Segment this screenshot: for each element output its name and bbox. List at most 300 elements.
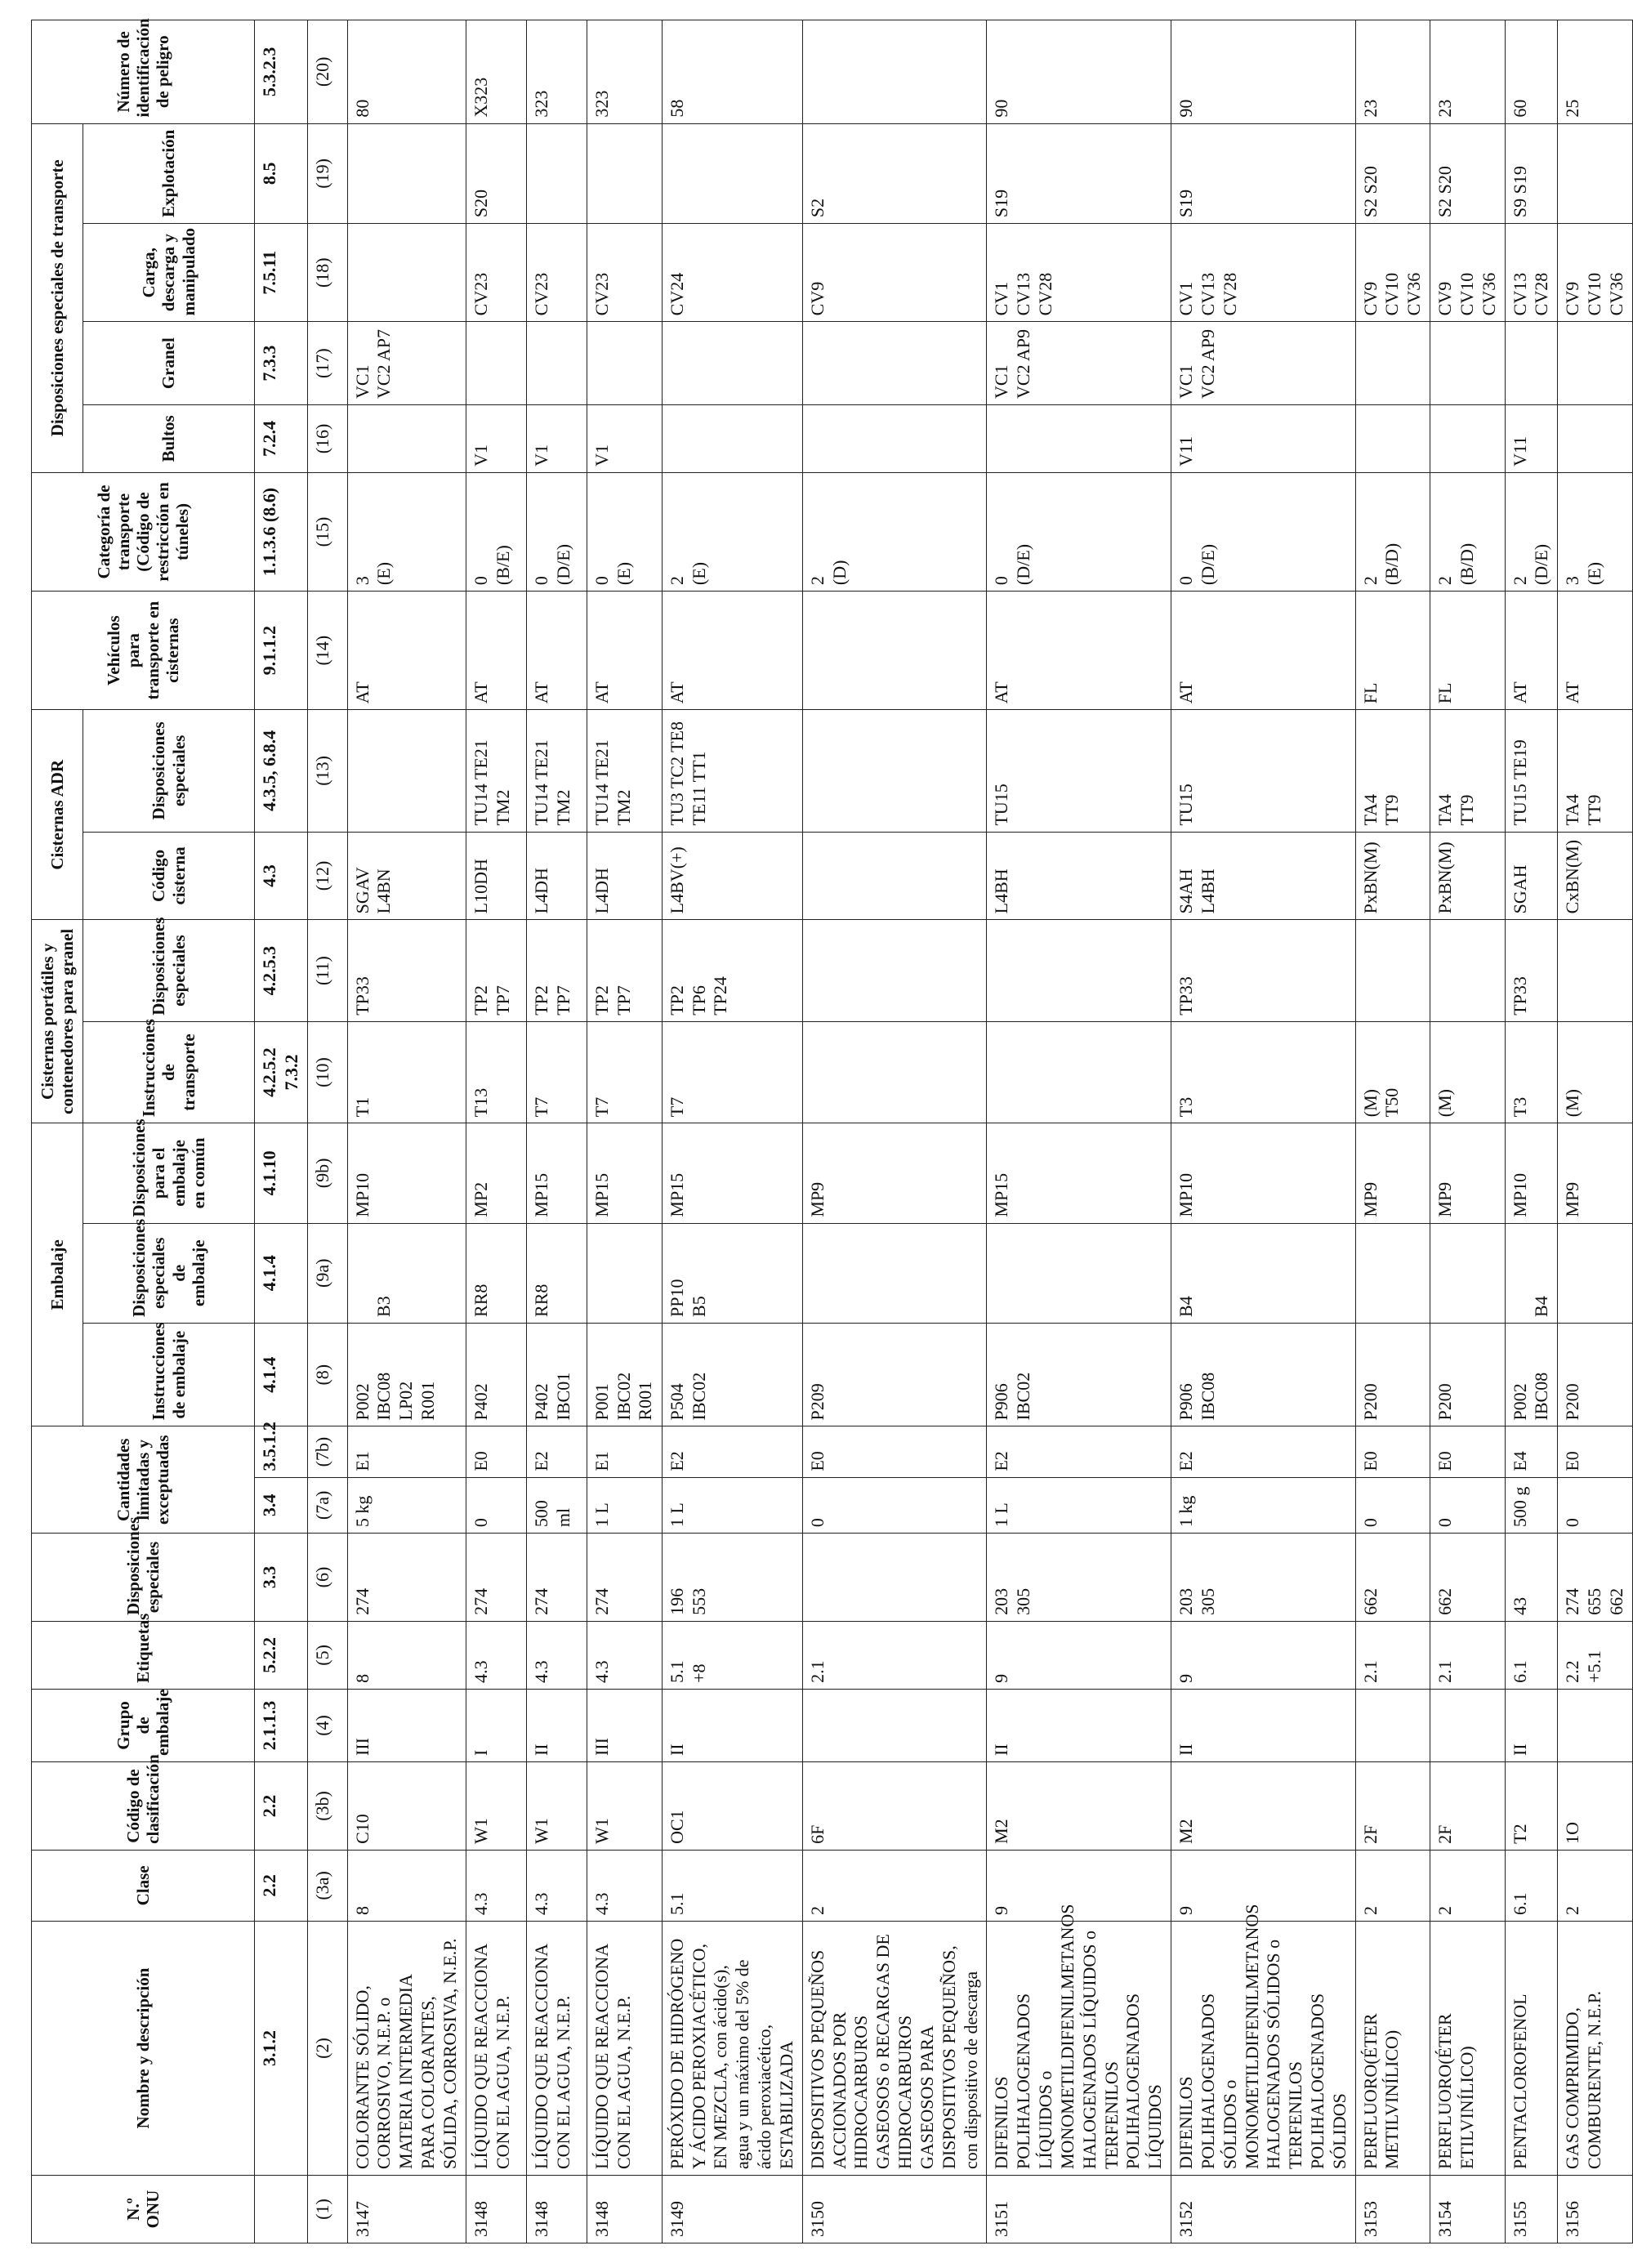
transport-category-value: 3 xyxy=(1562,576,1583,586)
class-value: 9 xyxy=(991,1905,1012,1915)
special-packing-cell xyxy=(802,1223,987,1323)
un-no-value: 3151 xyxy=(991,2201,1012,2237)
tank-instructions-value: T3 xyxy=(1509,1096,1530,1118)
limited-quantity-value: 0 xyxy=(1562,1518,1583,1528)
hazard-id-value: 90 xyxy=(1176,99,1197,118)
excepted-quantity-cell xyxy=(987,1426,1171,1477)
adr-tank-special-cell xyxy=(466,710,526,832)
transport-category-value: 0 xyxy=(530,576,551,586)
packing-instructions-value: IBC02 xyxy=(613,1372,634,1421)
class-code-value: C10 xyxy=(351,1814,373,1844)
excepted-quantity-value: E0 xyxy=(1359,1451,1381,1471)
limited-quantity-cell xyxy=(1171,1477,1356,1533)
loading-cell xyxy=(1430,224,1505,322)
adr-tank-special-value: TU3 TC2 TE8 xyxy=(666,721,687,826)
column-number-cell: (9b) xyxy=(307,1123,347,1223)
transport-category-value: 0 xyxy=(470,576,491,586)
vehicle-cell xyxy=(347,592,466,710)
adr-tank-special-value: TM2 xyxy=(492,789,513,826)
packing-group-cell xyxy=(987,1689,1171,1761)
packing-instructions-cell xyxy=(347,1323,466,1426)
packing-group-value: II xyxy=(1176,1743,1197,1757)
vehicle-value: AT xyxy=(351,681,373,704)
tank-instructions-cell xyxy=(662,1021,802,1123)
labels-value: 4.3 xyxy=(591,1660,612,1683)
tank-code-value: L4DH xyxy=(591,868,612,914)
labels-value: 2.2 +5.1 xyxy=(1562,1650,1605,1683)
vehicle-value: AT xyxy=(991,681,1012,704)
tank-code-cell xyxy=(802,832,987,920)
class-value: 4.3 xyxy=(591,1892,612,1915)
tank-special-value: TP33 xyxy=(1176,976,1197,1016)
bulk-cell xyxy=(802,322,987,405)
tank-instructions-cell xyxy=(526,1021,587,1123)
tank-special-value: TP7 xyxy=(492,985,513,1016)
excepted-quantity-cell xyxy=(1505,1426,1558,1477)
limited-quantity-cell xyxy=(526,1477,587,1533)
reference-cell: 3.4 xyxy=(255,1477,308,1533)
bulk-cell xyxy=(1430,322,1505,405)
labels-cell xyxy=(1171,1621,1356,1689)
excepted-quantity-cell xyxy=(1171,1426,1356,1477)
packing-instructions-cell xyxy=(1558,1323,1632,1426)
labels-value: 4.3 xyxy=(530,1660,551,1683)
un-no-value: 3155 xyxy=(1509,2201,1530,2237)
packing-instructions-cell xyxy=(1505,1323,1558,1426)
header-adr-tank-special: Disposiciones especiales xyxy=(83,710,255,832)
column-number-cell: (8) xyxy=(307,1323,347,1426)
name-value: DIFENILOS POLIHALOGENADOS SÓLIDOS o MONOMETILDIFENILMETANOS HALOGENADOS SÓLIDOS o TERFENILOS POLIHALOGENADOS SÓLIDOS xyxy=(1176,1904,1350,2170)
packing-instructions-cell xyxy=(526,1323,587,1426)
header-vehicle: Vehículos para transporte en cisternas xyxy=(32,592,255,710)
bulk-cell xyxy=(662,322,802,405)
reference-cell: 4.2.5.3 xyxy=(255,920,308,1021)
column-number-cell: (12) xyxy=(307,832,347,920)
limited-quantity-cell xyxy=(662,1477,802,1533)
loading-cell xyxy=(466,224,526,322)
packing-instructions-value: IBC02 xyxy=(688,1372,709,1421)
limited-quantity-cell xyxy=(987,1477,1171,1533)
tank-code-value: SGAH xyxy=(1509,864,1530,914)
class-code-cell xyxy=(1505,1762,1558,1851)
hazard-id-value: 25 xyxy=(1562,99,1583,118)
tank-code-cell xyxy=(1430,832,1505,920)
adr-tank-special-cell xyxy=(662,710,802,832)
packages-value: V11 xyxy=(1176,435,1197,467)
class-cell xyxy=(1171,1850,1356,1921)
special-packing-cell xyxy=(1171,1223,1356,1323)
tank-special-value: TP24 xyxy=(710,976,731,1016)
loading-value: CV9 xyxy=(1359,281,1381,316)
packing-group-cell xyxy=(587,1689,662,1761)
excepted-quantity-cell xyxy=(1558,1426,1632,1477)
hazard-id-value: 58 xyxy=(666,99,687,118)
adr-tank-special-value: TU15 TE19 xyxy=(1509,739,1530,826)
tank-instructions-value: T1 xyxy=(351,1096,373,1118)
transport-category-cell xyxy=(347,472,466,591)
loading-cell xyxy=(1171,224,1356,322)
operation-value: S2 S20 xyxy=(1434,166,1456,218)
name-cell xyxy=(1505,1921,1558,2175)
un-no-value: 3148 xyxy=(591,2201,612,2237)
special-provisions-cell xyxy=(466,1534,526,1622)
hazard-id-cell xyxy=(1355,20,1430,124)
name-value: COLORANTE SÓLIDO, CORROSIVO, N.E.P. o MATERIA INTERMEDIA PARA COLORANTES, SÓLIDA, CORROSIVA, N.E.P. xyxy=(351,1938,460,2170)
transport-category-cell xyxy=(662,472,802,591)
packing-instructions-value: P002 xyxy=(1509,1383,1530,1421)
packing-group-value: I xyxy=(470,1749,491,1757)
class-code-value: W1 xyxy=(591,1818,612,1844)
column-number-cell: (7a) xyxy=(307,1477,347,1533)
special-provisions-value: 203 xyxy=(991,1587,1012,1615)
header-special-transport: Disposiciones especiales de transporte xyxy=(32,123,83,472)
header-packages: Bultos xyxy=(83,404,255,472)
tank-special-cell xyxy=(526,920,587,1021)
loading-cell xyxy=(802,224,987,322)
packing-instructions-cell xyxy=(1355,1323,1430,1426)
un-no-cell xyxy=(526,2176,587,2243)
vehicle-cell xyxy=(987,592,1171,710)
reference-cell: 3.3 xyxy=(255,1534,308,1622)
bulk-value: VC2 AP9 xyxy=(1013,328,1034,399)
packing-instructions-value: P504 xyxy=(666,1383,687,1421)
adr-tank-special-cell xyxy=(347,710,466,832)
dangerous-goods-table xyxy=(31,20,1633,2243)
table-row xyxy=(526,20,587,2243)
limited-quantity-value: 0 xyxy=(1359,1518,1381,1528)
class-code-cell xyxy=(1558,1762,1632,1851)
operation-value: S20 xyxy=(470,189,491,218)
tank-code-cell xyxy=(1558,832,1632,920)
limited-quantity-value: 0 xyxy=(470,1518,491,1528)
un-no-value: 3147 xyxy=(351,2201,373,2237)
special-provisions-value: 274 xyxy=(591,1587,612,1615)
reference-cell: 2.1.1.3 xyxy=(255,1689,308,1761)
tank-instructions-cell xyxy=(347,1021,466,1123)
un-no-value: 3154 xyxy=(1434,2201,1456,2237)
header-un-no: N.º ONU xyxy=(32,2176,255,2243)
limited-quantity-cell xyxy=(1430,1477,1505,1533)
operation-value: S2 xyxy=(806,198,828,218)
excepted-quantity-cell xyxy=(526,1426,587,1477)
transport-category-cell xyxy=(587,472,662,591)
loading-value: CV10 xyxy=(1584,272,1605,316)
labels-cell xyxy=(1505,1621,1558,1689)
class-code-value: T2 xyxy=(1509,1824,1530,1844)
hazard-id-value: 23 xyxy=(1359,99,1381,118)
labels-value: 5.1 +8 xyxy=(666,1660,709,1683)
packing-instructions-value: R001 xyxy=(417,1381,439,1421)
loading-cell xyxy=(347,224,466,322)
class-value: 2 xyxy=(1434,1905,1456,1915)
mixed-packing-cell xyxy=(1430,1123,1505,1223)
name-cell xyxy=(987,1904,1171,2175)
loading-cell xyxy=(526,224,587,322)
mixed-packing-value: MP10 xyxy=(1509,1172,1530,1217)
class-cell xyxy=(662,1850,802,1921)
bulk-value: VC2 AP7 xyxy=(373,328,395,399)
loading-cell xyxy=(987,224,1171,322)
header-special-provisions: Disposiciones especiales xyxy=(32,1534,255,1622)
loading-value: CV10 xyxy=(1456,272,1477,316)
header-tank-instructions: Instrucciones de transporte xyxy=(83,1021,255,1123)
un-no-cell xyxy=(466,2176,526,2243)
class-code-cell xyxy=(1430,1762,1505,1851)
loading-value: CV10 xyxy=(1381,272,1403,316)
loading-value: CV9 xyxy=(1562,281,1583,316)
tank-code-value: S4AH xyxy=(1176,868,1197,914)
special-packing-value: RR8 xyxy=(470,1284,491,1317)
packing-group-cell xyxy=(1558,1689,1632,1761)
limited-quantity-cell xyxy=(466,1477,526,1533)
special-provisions-value: 662 xyxy=(1605,1587,1626,1615)
vehicle-cell xyxy=(526,592,587,710)
hazard-id-cell xyxy=(347,20,466,124)
reference-cell xyxy=(255,2176,308,2243)
packages-cell xyxy=(1171,404,1356,472)
mixed-packing-cell xyxy=(662,1123,802,1223)
mixed-packing-value: MP9 xyxy=(1434,1181,1456,1217)
un-no-value: 3148 xyxy=(470,2201,491,2237)
excepted-quantity-value: E2 xyxy=(991,1451,1012,1471)
un-no-value: 3149 xyxy=(666,2201,687,2237)
adr-tank-special-value: TA4 xyxy=(1562,793,1583,826)
un-no-cell xyxy=(987,2176,1171,2243)
tank-special-cell xyxy=(587,920,662,1021)
excepted-quantity-cell xyxy=(466,1426,526,1477)
class-code-cell xyxy=(1355,1762,1430,1851)
loading-value: CV9 xyxy=(806,281,828,316)
excepted-quantity-value: E1 xyxy=(591,1451,612,1471)
packages-cell xyxy=(1430,404,1505,472)
class-value: 4.3 xyxy=(530,1892,551,1915)
labels-cell xyxy=(526,1621,587,1689)
reference-cell: 4.2.5.2 7.3.2 xyxy=(255,1021,308,1123)
packing-instructions-value: R001 xyxy=(635,1381,656,1421)
un-no-cell xyxy=(662,2176,802,2243)
packages-cell xyxy=(1505,404,1558,472)
hazard-id-cell xyxy=(987,20,1171,124)
un-no-cell xyxy=(1355,2176,1430,2243)
table-row xyxy=(1558,20,1632,2243)
mixed-packing-value: MP10 xyxy=(351,1172,373,1217)
mixed-packing-cell xyxy=(587,1123,662,1223)
class-cell xyxy=(587,1850,662,1921)
mixed-packing-cell xyxy=(1558,1123,1632,1223)
labels-cell xyxy=(587,1621,662,1689)
transport-category-cell xyxy=(1505,472,1558,591)
bulk-cell xyxy=(466,322,526,405)
hazard-id-cell xyxy=(526,20,587,124)
labels-cell xyxy=(662,1621,802,1689)
tank-code-cell xyxy=(466,832,526,920)
hazard-id-cell xyxy=(802,20,987,124)
tank-code-value: CxBN(M) xyxy=(1562,839,1583,914)
packing-instructions-value: P200 xyxy=(1359,1383,1381,1421)
table-row xyxy=(347,20,466,2243)
special-packing-cell xyxy=(1355,1223,1430,1323)
transport-category-value: (E) xyxy=(1584,561,1605,586)
special-packing-cell xyxy=(1505,1223,1558,1323)
adr-tank-special-value: TE11 TT1 xyxy=(688,751,709,826)
excepted-quantity-value: E0 xyxy=(1434,1451,1456,1471)
tank-instructions-value: T13 xyxy=(470,1087,491,1118)
name-value: DIFENILOS POLIHALOGENADOS LÍQUIDOS o MONOMETILDIFENILMETANOS HALOGENADOS LÍQUIDOS o TERFENILOS POLIHALOGENADOS LÍQUIDOS xyxy=(991,1904,1166,2170)
table-body xyxy=(347,20,1632,2243)
tank-special-cell xyxy=(1355,920,1430,1021)
class-cell xyxy=(526,1850,587,1921)
mixed-packing-cell xyxy=(1171,1123,1356,1223)
tank-code-value: PxBN(M) xyxy=(1359,842,1381,914)
un-no-cell xyxy=(1171,2176,1356,2243)
transport-category-cell xyxy=(1430,472,1505,591)
header-labels: Etiquetas xyxy=(32,1621,255,1689)
tank-instructions-value: T7 xyxy=(591,1096,612,1118)
adr-tank-special-value: TT9 xyxy=(1584,794,1605,826)
tank-instructions-cell xyxy=(1558,1021,1632,1123)
adr-tank-special-value: TM2 xyxy=(552,789,573,826)
bulk-value: VC2 AP9 xyxy=(1197,328,1218,399)
tank-special-cell xyxy=(1505,920,1558,1021)
special-provisions-value: 662 xyxy=(1434,1587,1456,1615)
class-cell xyxy=(987,1850,1171,1921)
tank-special-cell xyxy=(1430,920,1505,1021)
tank-instructions-cell xyxy=(587,1021,662,1123)
class-cell xyxy=(1505,1850,1558,1921)
adr-tank-special-cell xyxy=(1355,710,1430,832)
tank-code-cell xyxy=(587,832,662,920)
bulk-cell xyxy=(1171,322,1356,405)
packing-group-value: II xyxy=(991,1743,1012,1757)
column-number-cell: (19) xyxy=(307,123,347,223)
name-cell xyxy=(1558,1921,1632,2175)
class-cell xyxy=(347,1850,466,1921)
class-value: 9 xyxy=(1176,1905,1197,1915)
transport-category-value: (E) xyxy=(373,561,395,586)
special-packing-cell xyxy=(1430,1223,1505,1323)
transport-category-value: 2 xyxy=(1434,576,1456,586)
packing-instructions-value: IBC02 xyxy=(1013,1372,1034,1421)
header-portable-tanks: Cisternas portátiles y contenedores para granel xyxy=(32,920,83,1123)
un-no-cell xyxy=(347,2176,466,2243)
excepted-quantity-value: E0 xyxy=(1562,1451,1583,1471)
packing-group-cell xyxy=(526,1689,587,1761)
transport-category-value: (B/D) xyxy=(1381,542,1403,586)
name-value: GAS COMPRIMIDO, COMBURENTE, N.E.P. xyxy=(1562,1990,1605,2170)
tank-code-value: L4BN xyxy=(373,868,395,914)
column-number-cell: (1) xyxy=(307,2176,347,2243)
transport-category-value: 0 xyxy=(591,576,612,586)
packing-instructions-value: P200 xyxy=(1562,1383,1583,1421)
mixed-packing-value: MP15 xyxy=(666,1172,687,1217)
limited-quantity-value: 1 kg xyxy=(1176,1495,1197,1528)
tank-special-value: TP7 xyxy=(552,985,573,1016)
transport-category-cell xyxy=(466,472,526,591)
header-packaging: Embalaje xyxy=(32,1123,83,1426)
special-packing-value: B5 xyxy=(688,1296,709,1317)
operation-cell xyxy=(1505,123,1558,223)
loading-value: CV13 xyxy=(1013,272,1034,316)
excepted-quantity-cell xyxy=(1355,1426,1430,1477)
mixed-packing-cell xyxy=(1355,1123,1430,1223)
special-packing-cell xyxy=(987,1223,1171,1323)
special-packing-cell xyxy=(662,1223,802,1323)
column-number-cell: (14) xyxy=(307,592,347,710)
special-packing-cell xyxy=(526,1223,587,1323)
tank-instructions-value: (M) xyxy=(1434,1089,1456,1118)
operation-cell xyxy=(802,123,987,223)
mixed-packing-cell xyxy=(347,1123,466,1223)
limited-quantity-value: 5 kg xyxy=(351,1495,373,1528)
excepted-quantity-value: E1 xyxy=(351,1451,373,1471)
packages-cell xyxy=(987,404,1171,472)
limited-quantity-value: 1 L xyxy=(591,1502,612,1528)
operation-cell xyxy=(347,123,466,223)
vehicle-value: AT xyxy=(530,681,551,704)
header-class: Clase xyxy=(32,1850,255,1921)
special-provisions-value: 655 xyxy=(1584,1587,1605,1615)
packing-group-cell xyxy=(466,1689,526,1761)
adr-tank-special-cell xyxy=(587,710,662,832)
mixed-packing-value: MP2 xyxy=(470,1181,491,1217)
loading-value: CV23 xyxy=(591,272,612,316)
reference-cell: 8.5 xyxy=(255,123,308,223)
tank-code-cell xyxy=(1505,832,1558,920)
hazard-id-cell xyxy=(1558,20,1632,124)
header-hazard-id: Número de identificación de peligro xyxy=(32,20,255,124)
hazard-id-value: 80 xyxy=(351,99,373,118)
tank-code-cell xyxy=(1171,832,1356,920)
class-code-value: OC1 xyxy=(666,1810,687,1844)
packing-instructions-cell xyxy=(1430,1323,1505,1426)
special-provisions-cell xyxy=(1430,1534,1505,1622)
header-bulk: Granel xyxy=(83,322,255,405)
name-cell xyxy=(1430,1921,1505,2175)
packing-group-cell xyxy=(1505,1689,1558,1761)
vehicle-value: AT xyxy=(1562,681,1583,704)
excepted-quantity-cell xyxy=(347,1426,466,1477)
header-name: Nombre y descripción xyxy=(32,1921,255,2175)
labels-value: 4.3 xyxy=(470,1660,491,1683)
un-no-cell xyxy=(587,2176,662,2243)
header-operation: Explotación xyxy=(83,123,255,223)
packages-cell xyxy=(662,404,802,472)
hazard-id-cell xyxy=(1171,20,1356,124)
class-code-value: 2F xyxy=(1359,1824,1381,1844)
packing-instructions-cell xyxy=(1171,1323,1356,1426)
adr-tank-special-value: TU14 TE21 xyxy=(591,739,612,826)
vehicle-cell xyxy=(802,592,987,710)
packing-instructions-cell xyxy=(587,1323,662,1426)
special-provisions-cell xyxy=(1355,1534,1430,1622)
special-provisions-cell xyxy=(1505,1534,1558,1622)
packing-group-cell xyxy=(1355,1689,1430,1761)
name-value: PERFLUORO(ÉTER METILVINÍLICO) xyxy=(1359,2013,1403,2170)
packages-value: V1 xyxy=(470,444,491,467)
table-row xyxy=(1505,20,1558,2243)
transport-category-cell xyxy=(1355,472,1430,591)
tank-instructions-cell xyxy=(466,1021,526,1123)
packing-instructions-value: P209 xyxy=(806,1383,828,1421)
packing-group-value: II xyxy=(530,1743,551,1757)
class-value: 5.1 xyxy=(666,1892,687,1915)
loading-value: CV1 xyxy=(991,281,1012,316)
bulk-value: VC1 xyxy=(351,364,373,399)
loading-value: CV28 xyxy=(1531,272,1552,316)
un-no-cell xyxy=(802,2176,987,2243)
bulk-cell xyxy=(987,322,1171,405)
special-packing-cell xyxy=(466,1223,526,1323)
